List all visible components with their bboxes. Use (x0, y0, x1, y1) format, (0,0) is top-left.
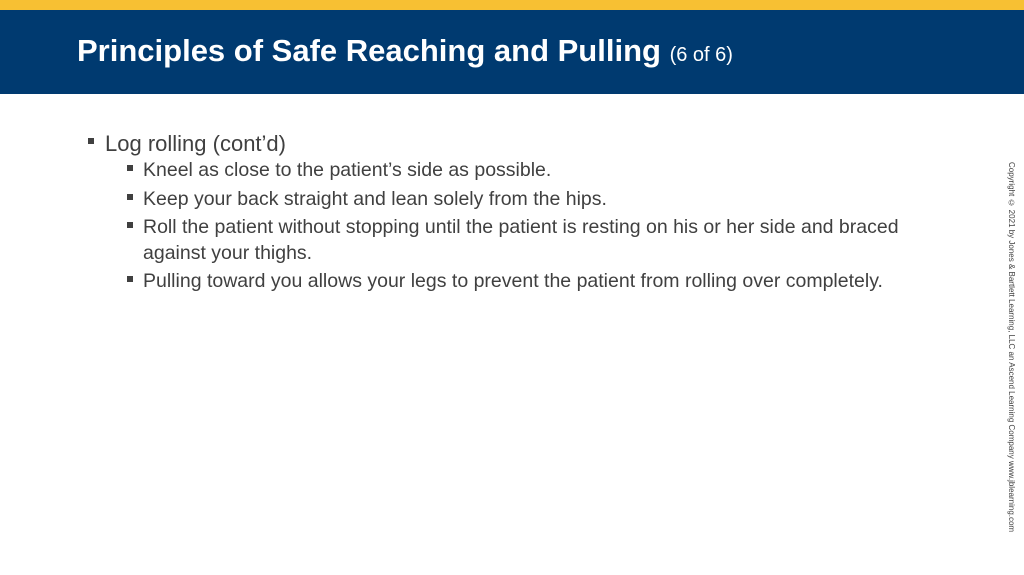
sub-bullet-item (143, 158, 913, 184)
square-bullet-icon (127, 222, 133, 228)
sub-bullet-item (143, 187, 913, 213)
sub-bullet-list (86, 158, 926, 295)
square-bullet-icon (127, 165, 133, 171)
square-bullet-icon (127, 276, 133, 282)
slide-title-text: Principles of Safe Reaching and Pulling (77, 33, 661, 68)
copyright-notice: Copyright © 2021 by Jones & Bartlett Learning, LLC an Ascend Learning Company www.jblearning.com (1007, 162, 1016, 533)
main-bullet-text: Log rolling (cont’d) (105, 131, 286, 156)
main-bullet-item (86, 130, 926, 158)
sub-bullet-text: Pulling toward you allows your legs to prevent the patient from rolling over completely. (143, 270, 883, 292)
square-bullet-icon (88, 138, 94, 144)
accent-stripe (0, 0, 1024, 10)
sub-bullet-text: Roll the patient without stopping until the patient is resting on his or her side and braced against your thighs. (143, 216, 899, 264)
square-bullet-icon (127, 194, 133, 200)
sub-bullet-item (143, 215, 913, 266)
sub-bullet-text: Keep your back straight and lean solely from the hips. (143, 187, 607, 210)
slide-counter: (6 of 6) (669, 44, 733, 66)
sub-bullet-item (143, 269, 913, 295)
slide-title (77, 33, 733, 73)
sub-bullet-text: Kneel as close to the patient’s side as possible. (143, 159, 552, 181)
slide-body (86, 130, 926, 298)
